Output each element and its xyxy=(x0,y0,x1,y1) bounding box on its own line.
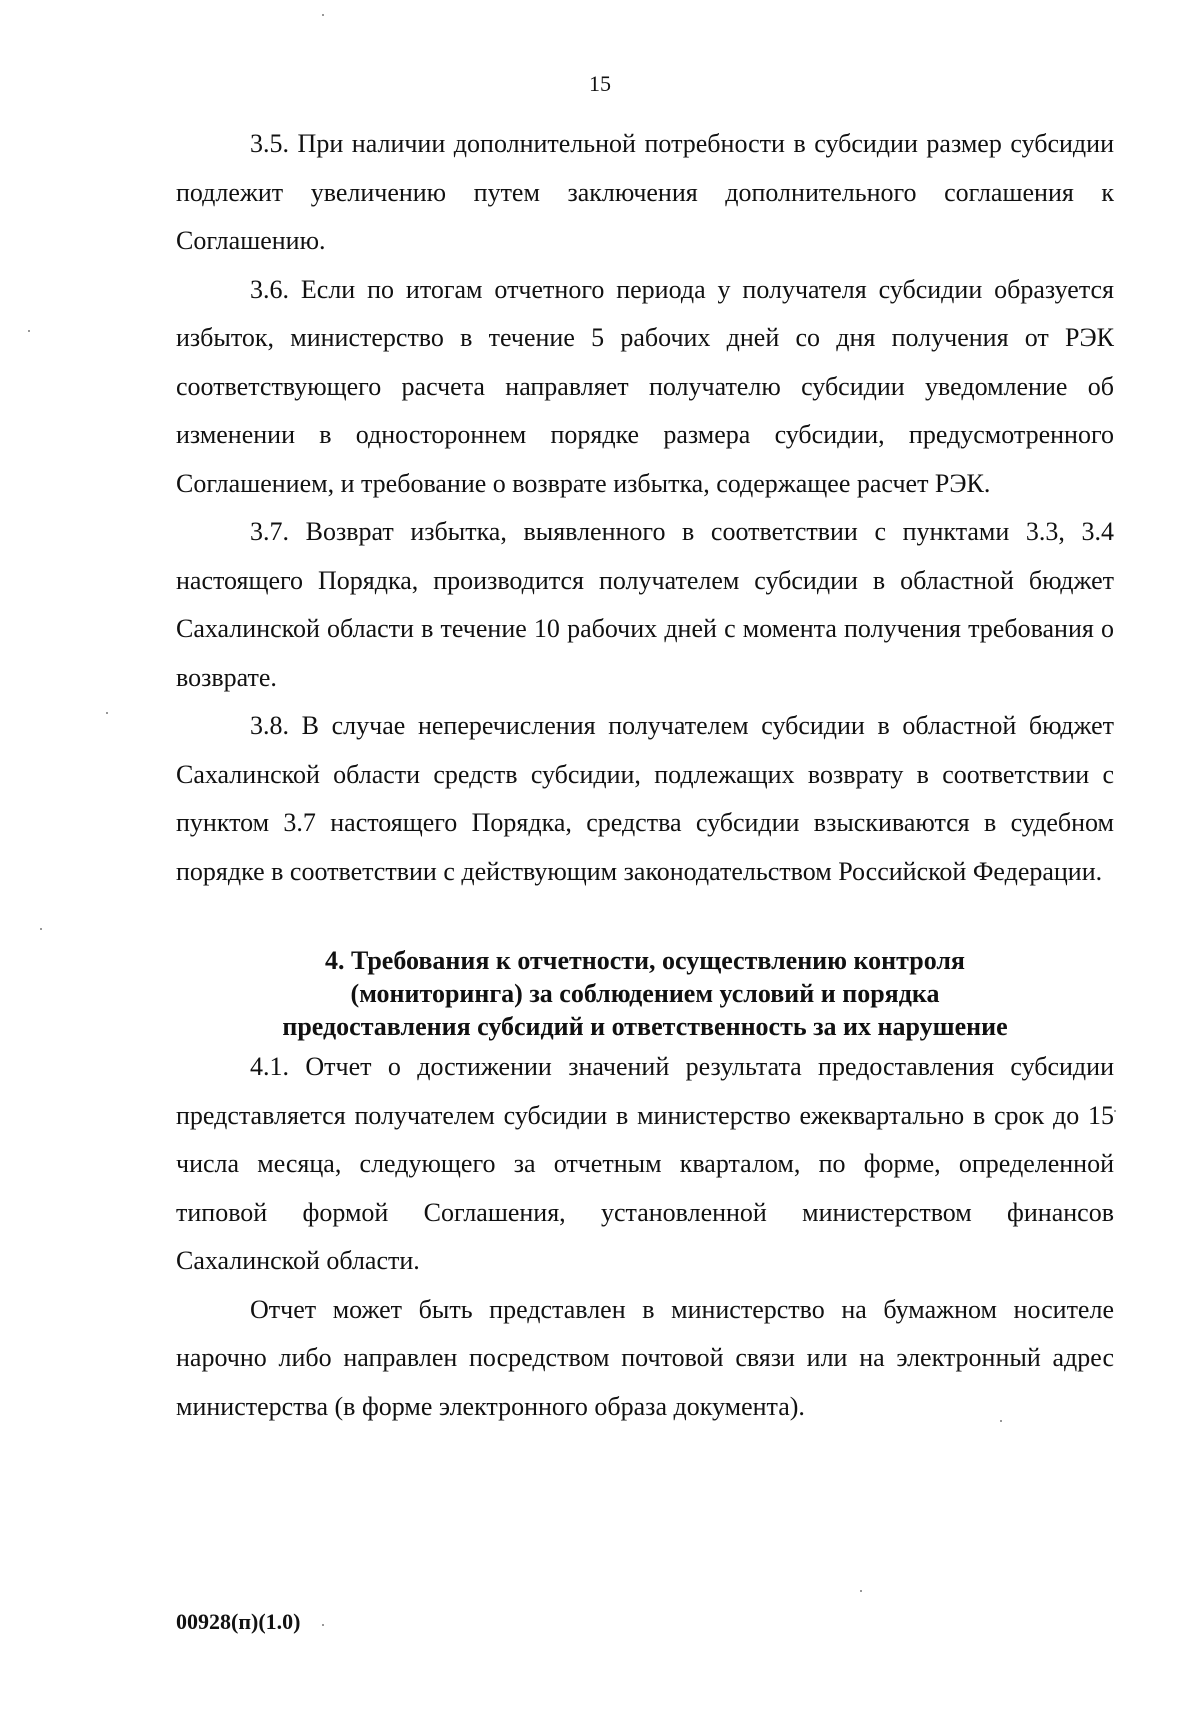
document-code: 00928(п)(1.0) xyxy=(176,1609,301,1634)
scan-speck xyxy=(106,712,108,714)
scan-speck xyxy=(322,14,324,16)
scan-speck xyxy=(860,1590,862,1592)
paragraph-3-7: 3.7. Возврат избытка, выявленного в соответствии с пунктами 3.3, 3.4 настоящего Порядка, производится получателем субсидии в областной бюджет Сахалинской области в течение 10 рабочих дней с момента получения требования о возврате. xyxy=(176,517,1114,692)
document-body xyxy=(176,120,1114,1431)
section-heading-line-1: 4. Требования к отчетности, осуществлению контроля xyxy=(324,946,966,975)
scan-speck xyxy=(40,928,42,930)
scan-speck xyxy=(322,1624,324,1626)
scan-speck xyxy=(1000,1420,1002,1422)
scan-speck xyxy=(1114,1110,1116,1112)
paragraph-report-submission: Отчет может быть представлен в министерство на бумажном носителе нарочно либо направлен посредством почтовой связи или на электронный адрес министерства (в форме электронного образа документа). xyxy=(176,1294,1114,1421)
paragraph-3-5: 3.5. При наличии дополнительной потребности в субсидии размер субсидии подлежит увеличению путем заключения дополнительного соглашения к Соглашению. xyxy=(176,129,1114,255)
section-heading-line-2: (мониторинга) за соблюдением условий и порядка xyxy=(350,979,940,1008)
section-4-heading xyxy=(176,944,1114,1043)
scan-speck xyxy=(28,330,30,332)
paragraph-4-1: 4.1. Отчет о достижении значений результата предоставления субсидии представляется получателем субсидии в министерство ежеквартально в срок до 15 числа месяца, следующего за отчетным кварталом, по форме, определенной типовой формой Соглашения, установленной министерством финансов Сахалинской области. xyxy=(176,1052,1114,1275)
section-heading-line-3: предоставления субсидий и ответственность за их нарушение xyxy=(282,1012,1008,1041)
paragraph-3-6: 3.6. Если по итогам отчетного периода у получателя субсидии образуется избыток, министерство в течение 5 рабочих дней со дня получения от РЭК соответствующего расчета направляет получателю субсидии уведомление об изменении в одностороннем порядке размера субсидии, предусмотренного Соглашением, и требование о возврате избытка, содержащее расчет РЭК. xyxy=(176,274,1114,498)
paragraph-3-8: 3.8. В случае неперечисления получателем субсидии в областной бюджет Сахалинской области средств субсидии, подлежащих возврату в соответствии с пунктом 3.7 настоящего Порядка, средства субсидии взыскиваются в судебном порядке в соответствии с действующим законодательством Российской Федерации. xyxy=(176,711,1114,886)
page-number: 15 xyxy=(589,71,611,96)
